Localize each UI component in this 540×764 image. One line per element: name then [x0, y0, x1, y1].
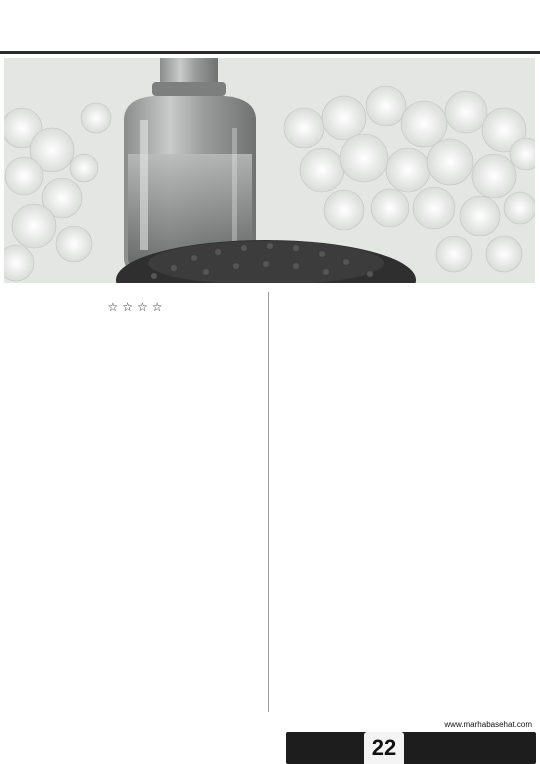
article-column-right — [280, 292, 530, 696]
article-column-left — [12, 292, 262, 724]
website-url[interactable]: www.marhabasehat.com — [444, 720, 532, 729]
column-divider — [268, 292, 269, 712]
header-rule — [0, 51, 540, 54]
hero-photo — [4, 58, 535, 283]
mustard-oil-illustration — [4, 58, 535, 283]
end-of-article-mark: ☆☆☆☆ — [107, 300, 167, 314]
magazine-logo — [410, 732, 532, 764]
page-footer — [286, 718, 540, 764]
article-header — [0, 0, 540, 58]
page-number: 22 — [364, 732, 404, 764]
issue-date — [288, 732, 360, 764]
